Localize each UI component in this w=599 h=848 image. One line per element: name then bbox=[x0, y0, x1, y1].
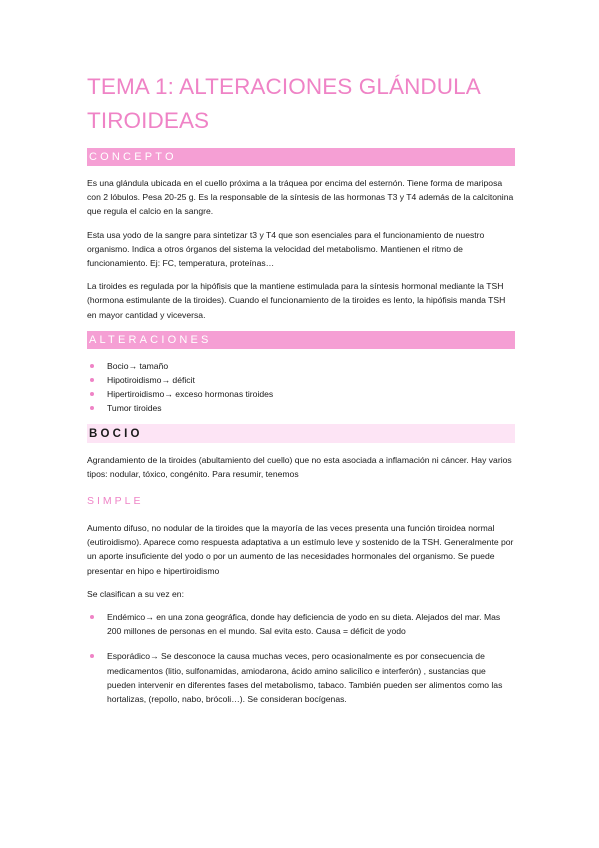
page-title: TEMA 1: ALTERACIONES GLÁNDULA TIROIDEAS bbox=[87, 74, 480, 133]
list-item: Endémico→ en una zona geográfica, donde hay deficiencia de yodo en su dieta. Alejados del mar. Mas 200 millones de personas en el mundo. Sal evita esto. Causa = déficit de yodo bbox=[87, 610, 515, 638]
list-item: Bocio→ tamaño bbox=[87, 359, 515, 373]
concepto-paragraph-1: Es una glándula ubicada en el cuello próxima a la tráquea por encima del esternón. Tiene forma de mariposa con 2 lóbulos. Pesa 20-25 g. Es la responsable de la síntesis de las hormonas T3 y T4 además de la calcitonina que regula el calcio en la sangre. bbox=[87, 178, 514, 217]
list-item: Esporádico→ Se desconoce la causa muchas veces, pero ocasionalmente es por consecuencia de medicamentos (litio, sulfonamidas, amiodarona, ácido amino salicílico e interferón) , sustancias que pueden intervenir en diferentes fases del metabolismo, tabaco. También pueden ser alimentos como las hortalizas, (repollo, nabo, brócoli…). Se consideran bocígenas. bbox=[87, 649, 515, 706]
bullet-icon bbox=[90, 364, 94, 368]
document-page bbox=[87, 70, 515, 717]
list-item: Hipotiroidismo→ déficit bbox=[87, 373, 515, 387]
bullet-icon bbox=[90, 392, 94, 396]
alteraciones-list bbox=[87, 359, 515, 416]
concepto-paragraph-2: Esta usa yodo de la sangre para sintetizar t3 y T4 que son esenciales para el funcionamiento de nuestro organismo. Indica a otros órganos del sistema la velocidad del metabolismo. Mantienen el ritmo de funcionamiento. Ej: FC, temperatura, proteínas… bbox=[87, 229, 485, 269]
subheading-simple: SIMPLE bbox=[87, 495, 144, 508]
bullet-icon bbox=[90, 406, 94, 410]
bullet-icon bbox=[90, 615, 94, 619]
simple-list bbox=[87, 610, 515, 706]
bocio-paragraph-1: Agrandamiento de la tiroides (abultamiento del cuello) que no esta asociada a inflamación ni cáncer. Hay varios tipos: nodular, tóxico, congénito. Para resumir, tenemos bbox=[87, 454, 512, 479]
section-heading-concepto: CONCEPTO bbox=[87, 148, 515, 166]
simple-paragraph-1: Aumento difuso, no nodular de la tiroides que la mayoría de las veces presenta una función tiroidea normal (eutiroidismo). Aparece como respuesta adaptativa a un estímulo leve y sostenido de la TSH. Generalmente por un aporte insuficiente del yodo o por un aumento de las necesidades hormonales del organismo. Se puede presentar en hipo e hipertiroidismo bbox=[87, 523, 514, 576]
section-heading-bocio: BOCIO bbox=[87, 424, 515, 443]
bullet-icon bbox=[90, 378, 94, 382]
bullet-icon bbox=[90, 654, 94, 658]
list-item: Tumor tiroides bbox=[87, 401, 515, 415]
section-heading-alteraciones: ALTERACIONES bbox=[87, 331, 515, 349]
concepto-paragraph-3: La tiroides es regulada por la hipófisis que la mantiene estimulada para la síntesis hormonal mediante la TSH (hormona estimulante de la tiroides). Cuando el funcionamiento de la tiroides es lento, la hipófisis manda TSH en mayor cantidad y viceversa. bbox=[87, 281, 506, 320]
simple-paragraph-2: Se clasifican a su vez en: bbox=[87, 588, 184, 599]
list-item: Hipertiroidismo→ exceso hormonas tiroides bbox=[87, 387, 515, 401]
